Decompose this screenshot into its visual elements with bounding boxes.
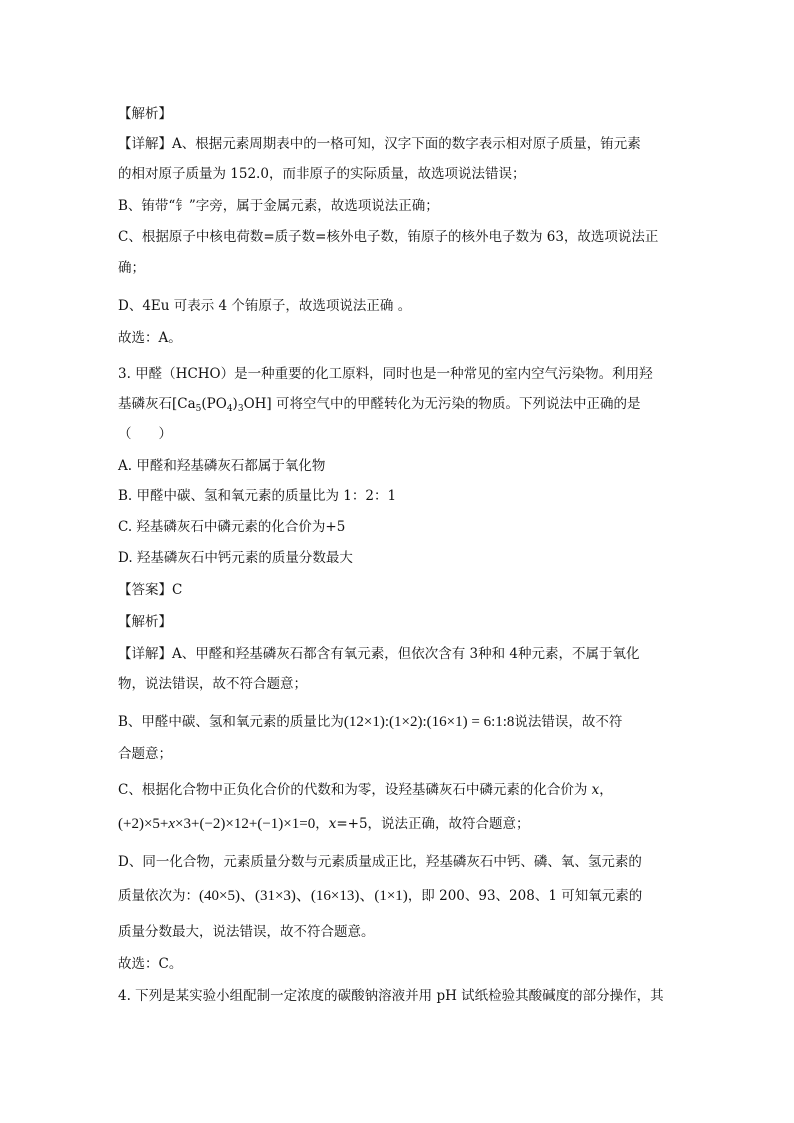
- valence-formula: ×3+(−2)×12+(−1)×1=0: [175, 816, 316, 832]
- option-d-explanation: D、4Eu 可表示 4 个铕原子，故选项说法正确 。: [118, 298, 412, 314]
- explanation-text: 说法错误，故不符: [514, 714, 623, 730]
- question-4-stem: 4. 下列是某实验小组配制一定浓度的碳酸钠溶液并用 pH 试纸检验其酸碱度的部分操作，其: [118, 988, 664, 1004]
- option-c-explanation: C、根据原子中核电荷数=质子数=核外电子数，铕原子的核外电子数为 63，故选项说法正: [118, 229, 659, 245]
- option-d-analysis: D、同一化合物，元素质量分数与元素质量成正比，羟基磷灰石中钙、磷、氧、氢元素的: [118, 854, 642, 870]
- analysis-heading: 【解析】: [118, 106, 172, 122]
- option-b-explanation: B、铕带“钅”字旁，属于金属元素，故选项说法正确；: [118, 198, 439, 214]
- element-mass-formula: (40×5)、(31×3)、(16×13)、(1×1): [199, 888, 408, 904]
- subscript: 4: [226, 404, 233, 414]
- stem-text: 基磷灰石[Ca: [118, 396, 196, 412]
- option-d-analysis-cont: 质量分数最大，说法错误，故不符合题意。: [118, 924, 375, 940]
- valence-equation-line: [118, 814, 530, 834]
- explanation-text: C、根据化合物中正负化合价的代数和为零，设羟基磷灰石中磷元素的化合价为: [118, 782, 592, 798]
- explanation-text: ，: [315, 816, 329, 832]
- detail-tag: 【详解】: [118, 136, 172, 152]
- answer-line: 【答案】C: [118, 582, 183, 598]
- explanation-text: 质量依次为：: [118, 888, 199, 904]
- mass-ratio-line-cont: 合题意；: [118, 746, 172, 762]
- question-3-stem-cont: [118, 394, 640, 414]
- option-c: C. 羟基磷灰石中磷元素的化合价为+5: [118, 519, 346, 535]
- detail-paragraph-line: [118, 644, 640, 664]
- option-b: B. 甲醛中碳、氢和氧元素的质量比为 1：2：1: [118, 488, 397, 504]
- question-3-stem: 3. 甲醛（HCHO）是一种重要的化工原料，同时也是一种常见的室内空气污染物。利用羟: [118, 366, 653, 382]
- explanation-text: ，: [599, 782, 613, 798]
- option-a: A. 甲醛和羟基磷灰石都属于氧化物: [118, 458, 326, 474]
- option-c-explanation-cont: 确；: [118, 260, 145, 276]
- variable: x: [591, 782, 600, 798]
- stem-text: ): [232, 396, 238, 412]
- question-3-blank: （ ）: [118, 426, 172, 442]
- detail-paragraph-line: 物，说法错误，故不符合题意；: [118, 676, 307, 692]
- explanation-text: =+5，说法正确，故符合题意；: [336, 816, 530, 832]
- option-d: D. 羟基磷灰石中钙元素的质量分数最大: [118, 550, 353, 566]
- detail-tag: 【详解】: [118, 646, 172, 662]
- detail-paragraph-line: [118, 134, 641, 154]
- stem-text: OH] 可将空气中的甲醛转化为无污染的物质。下列说法中正确的是: [243, 396, 641, 412]
- mass-ratio-line: [118, 712, 622, 732]
- valence-formula: (+2)×5+: [118, 816, 169, 832]
- subscript: 5: [195, 404, 202, 414]
- variable: x: [168, 816, 176, 832]
- detail-text: A、甲醛和羟基磷灰石都含有氧元素，但依次含有 3种和 4种元素，不属于氧化: [172, 646, 640, 662]
- explanation-text: B、甲醛中碳、氢和氧元素的质量比为: [118, 714, 344, 730]
- stem-text: (PO: [201, 396, 227, 412]
- valence-line: [118, 780, 613, 800]
- subscript: 3: [237, 404, 244, 414]
- analysis-heading: 【解析】: [118, 614, 172, 630]
- explanation-text: ，即 200、93、208、1 可知氧元素的: [407, 888, 643, 904]
- answer-choice-line: 故选：C。: [118, 956, 183, 972]
- answer-choice-line: 故选：A。: [118, 330, 182, 346]
- variable: x: [328, 816, 337, 832]
- mass-ratio-formula: (12×1):(1×2):(16×1) = 6:1:8: [343, 714, 515, 730]
- option-d-analysis-cont: [118, 886, 642, 906]
- detail-text: A、根据元素周期表中的一格可知，汉字下面的数字表示相对原子质量，铕元素: [172, 136, 641, 152]
- detail-paragraph-line: 的相对原子质量为 152.0，而非原子的实际质量，故选项说法错误；: [118, 166, 526, 182]
